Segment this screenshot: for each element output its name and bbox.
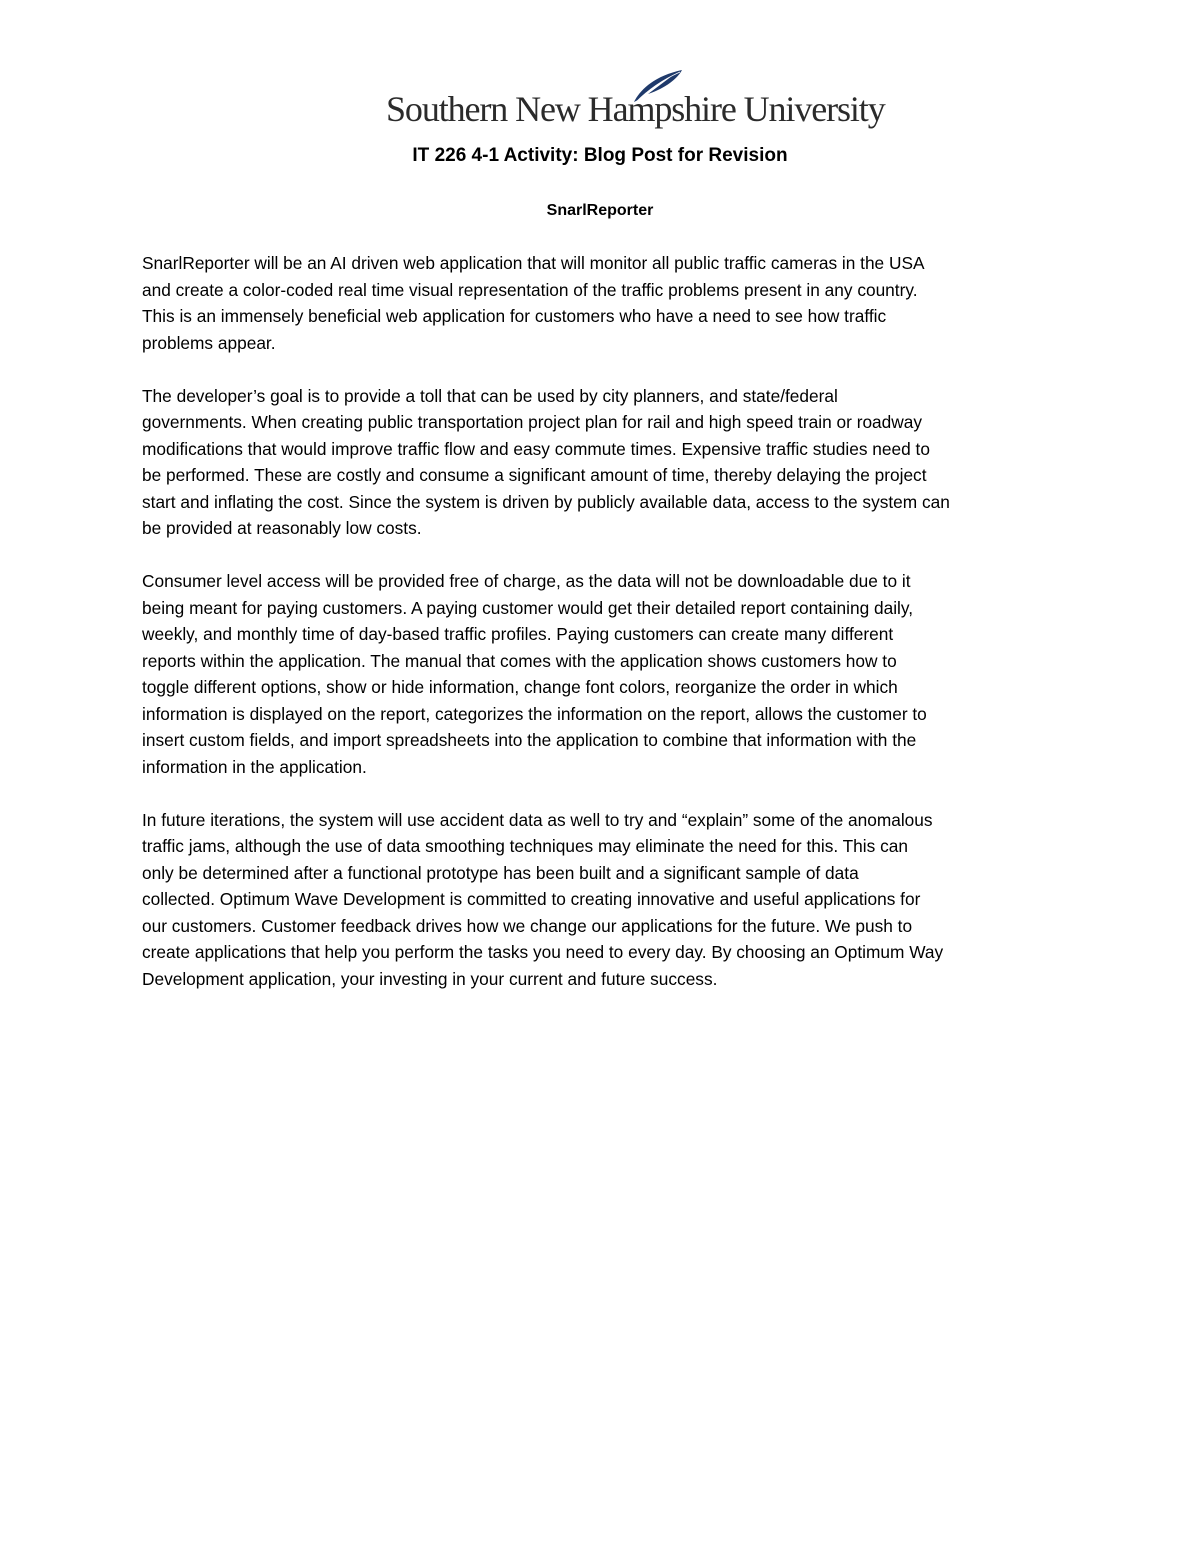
document-title: IT 226 4-1 Activity: Blog Post for Revision xyxy=(412,145,788,166)
text-line: insert custom fields, and import spreadsheets into the application to combine that information with the xyxy=(142,730,917,750)
text-line: modifications that would improve traffic flow and easy commute times. Expensive traffic studies need to xyxy=(142,438,930,459)
text-line: be performed. These are costly and consume a significant amount of time, thereby delaying the project xyxy=(142,465,927,485)
text-line: start and inflating the cost. Since the system is driven by publicly available data, access to the system can xyxy=(142,491,950,512)
text-line: be provided at reasonably low costs. xyxy=(142,518,422,538)
text-line: traffic jams, although the use of data smoothing techniques may eliminate the need for this. This can xyxy=(142,836,908,856)
paragraph-1 xyxy=(142,250,1060,356)
text-line: problems appear. xyxy=(142,332,276,353)
text-line: weekly, and monthly time of day-based traffic profiles. Paying customers can create many different xyxy=(142,624,894,644)
text-line: and create a color-coded real time visual representation of the traffic problems present in any country. xyxy=(142,279,918,300)
logo-wordmark: Southern New Hampshire University xyxy=(386,89,885,129)
paragraph-2 xyxy=(142,383,1060,542)
text-line: reports within the application. The manual that comes with the application shows customers how to xyxy=(142,650,897,671)
text-line: being meant for paying customers. A paying customer would get their detailed report containing daily, xyxy=(142,597,914,618)
text-line: collected. Optimum Wave Development is committed to creating innovative and useful applications for xyxy=(142,889,921,909)
text-line: create applications that help you perform the tasks you need to every day. By choosing an Optimum Way xyxy=(142,942,944,962)
document-subtitle: SnarlReporter xyxy=(546,202,654,219)
text-line: toggle different options, show or hide information, change font colors, reorganize the order in which xyxy=(142,677,898,697)
text-line: information in the application. xyxy=(142,756,367,777)
text-line: Consumer level access will be provided free of charge, as the data will not be downloadable due to it xyxy=(142,571,911,591)
text-line: our customers. Customer feedback drives how we change our applications for the future. We push to xyxy=(142,915,913,936)
text-line: This is an immensely beneficial web application for customers who have a need to see how traffic xyxy=(142,306,887,326)
text-line: governments. When creating public transportation project plan for rail and high speed train or roadway xyxy=(142,412,923,432)
text-line: The developer’s goal is to provide a toll that can be used by city planners, and state/federal xyxy=(142,385,838,406)
text-line: only be determined after a functional prototype has been built and a significant sample of data xyxy=(142,862,859,883)
paragraph-3 xyxy=(142,568,1060,780)
text-line: Development application, your investing in your current and future success. xyxy=(142,968,718,989)
university-logo xyxy=(386,68,885,136)
document-body xyxy=(142,250,1060,1019)
text-line: SnarlReporter will be an AI driven web application that will monitor all public traffic cameras in the USA xyxy=(142,253,925,273)
text-line: information is displayed on the report, categorizes the information on the report, allows the customer to xyxy=(142,703,927,724)
text-line: In future iterations, the system will use accident data as well to try and “explain” some of the anomalous xyxy=(142,809,933,830)
paragraph-4 xyxy=(142,807,1060,993)
